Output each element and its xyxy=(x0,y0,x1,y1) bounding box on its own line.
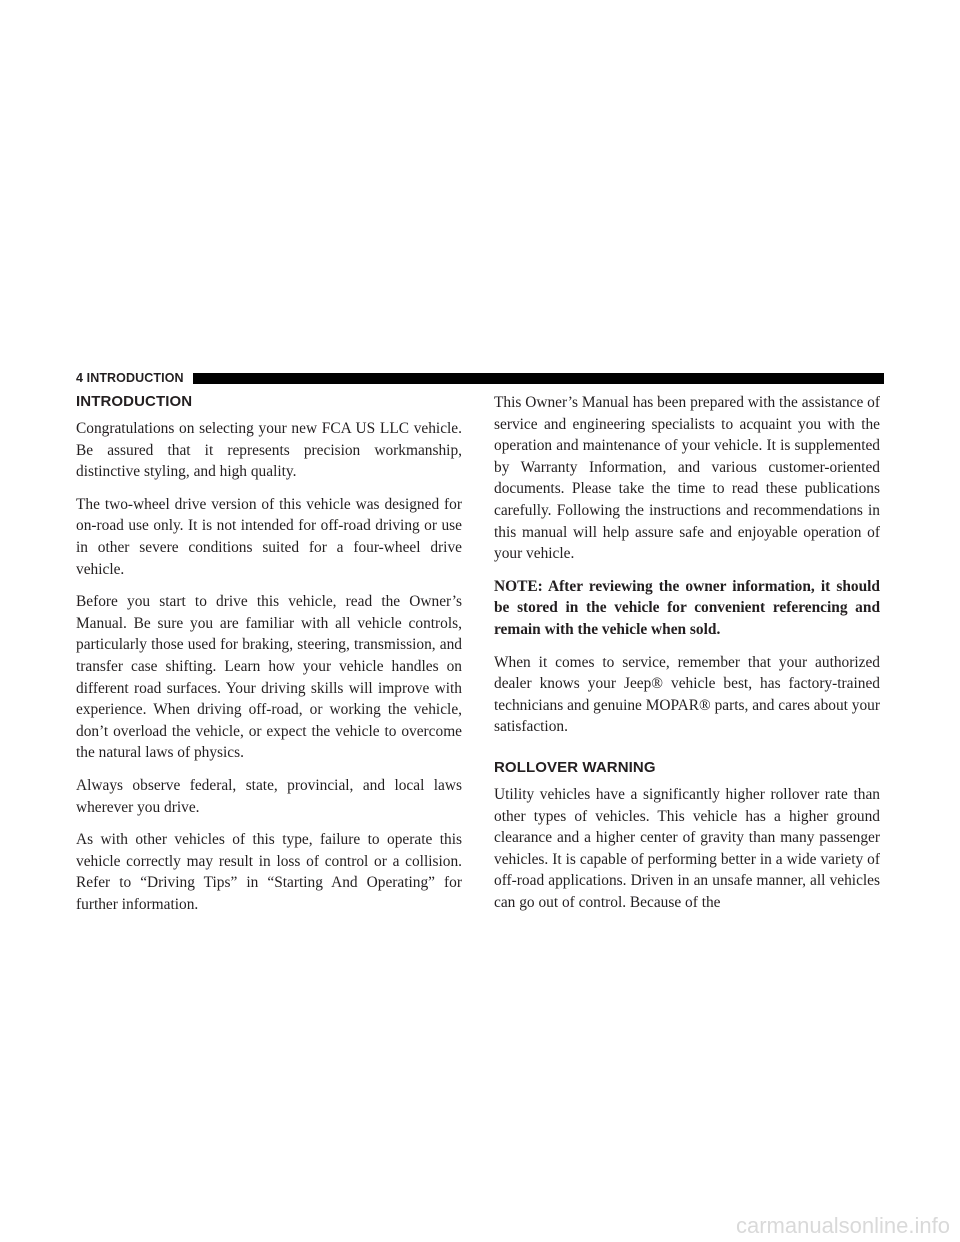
congratulations-paragraph: Congratulations on selecting your new FCA US LLC vehicle. Be assured that it represents precision workmanship, distinctive styling, and high quality. xyxy=(76,420,462,481)
site-watermark: carmanualsonline.info xyxy=(735,1213,950,1238)
running-header xyxy=(76,368,884,388)
two-wheel-drive-paragraph: The two-wheel drive version of this vehicle was designed for on-road use only. It is not intended for off-road driving or use in other severe conditions suited for a four-wheel drive vehicle. xyxy=(76,495,462,578)
service-paragraph: When it comes to service, remember that your authorized dealer knows your Jeep® vehicle best, has factory-trained technicians and genuine MOPAR® parts, and cares about your satisfaction. xyxy=(494,653,880,736)
before-you-drive-paragraph: Before you start to drive this vehicle, read the Owner’s Manual. Be sure you are familiar with all vehicle controls, particularly those used for braking, steering, transmission, and transfer case shifting. Learn how your vehicle handles on different road surfaces. Your driving skills will improve with experience. When driving off-road, or working the vehicle, don’t overload the vehicle, or expect the vehicle to overcome the natural laws of physics. xyxy=(76,593,462,762)
observe-laws-paragraph: Always observe federal, state, provincial, and local laws wherever you drive. xyxy=(76,776,462,816)
rollover-paragraph: Utility vehicles have a significantly higher rollover rate than other types of vehicles. This vehicle has a higher ground clearance and a higher center of gravity than many passenger vehicles. It is capable of performing better in a wide variety of off-road applications. Driven in an unsafe manner, all vehicles can go out of control. Because of the xyxy=(494,785,880,911)
left-column xyxy=(76,392,462,926)
right-column xyxy=(494,392,880,924)
manual-prepared-paragraph: This Owner’s Manual has been prepared with the assistance of service and engineering specialists to acquaint you with the operation and maintenance of your vehicle. It is supplemented by Warranty Information, and various customer-oriented documents. Please take the time to read these publications carefully. Following the instructions and recommendations in this manual will help assure safe and enjoyable operation of your vehicle. xyxy=(494,394,880,563)
rollover-warning-heading: ROLLOVER WARNING xyxy=(494,758,656,776)
introduction-heading: INTRODUCTION xyxy=(76,393,193,410)
running-header-title: 4 INTRODUCTION xyxy=(76,371,184,385)
note-paragraph: NOTE: After reviewing the owner information, it should be stored in the vehicle for convenient referencing and remain with the vehicle when sold. xyxy=(494,577,880,638)
loss-of-control-paragraph: As with other vehicles of this type, failure to operate this vehicle correctly may result in loss of control or a collision. Refer to “Driving Tips” in “Starting And Operating” for further information. xyxy=(76,831,462,913)
running-header-bar xyxy=(193,373,884,384)
